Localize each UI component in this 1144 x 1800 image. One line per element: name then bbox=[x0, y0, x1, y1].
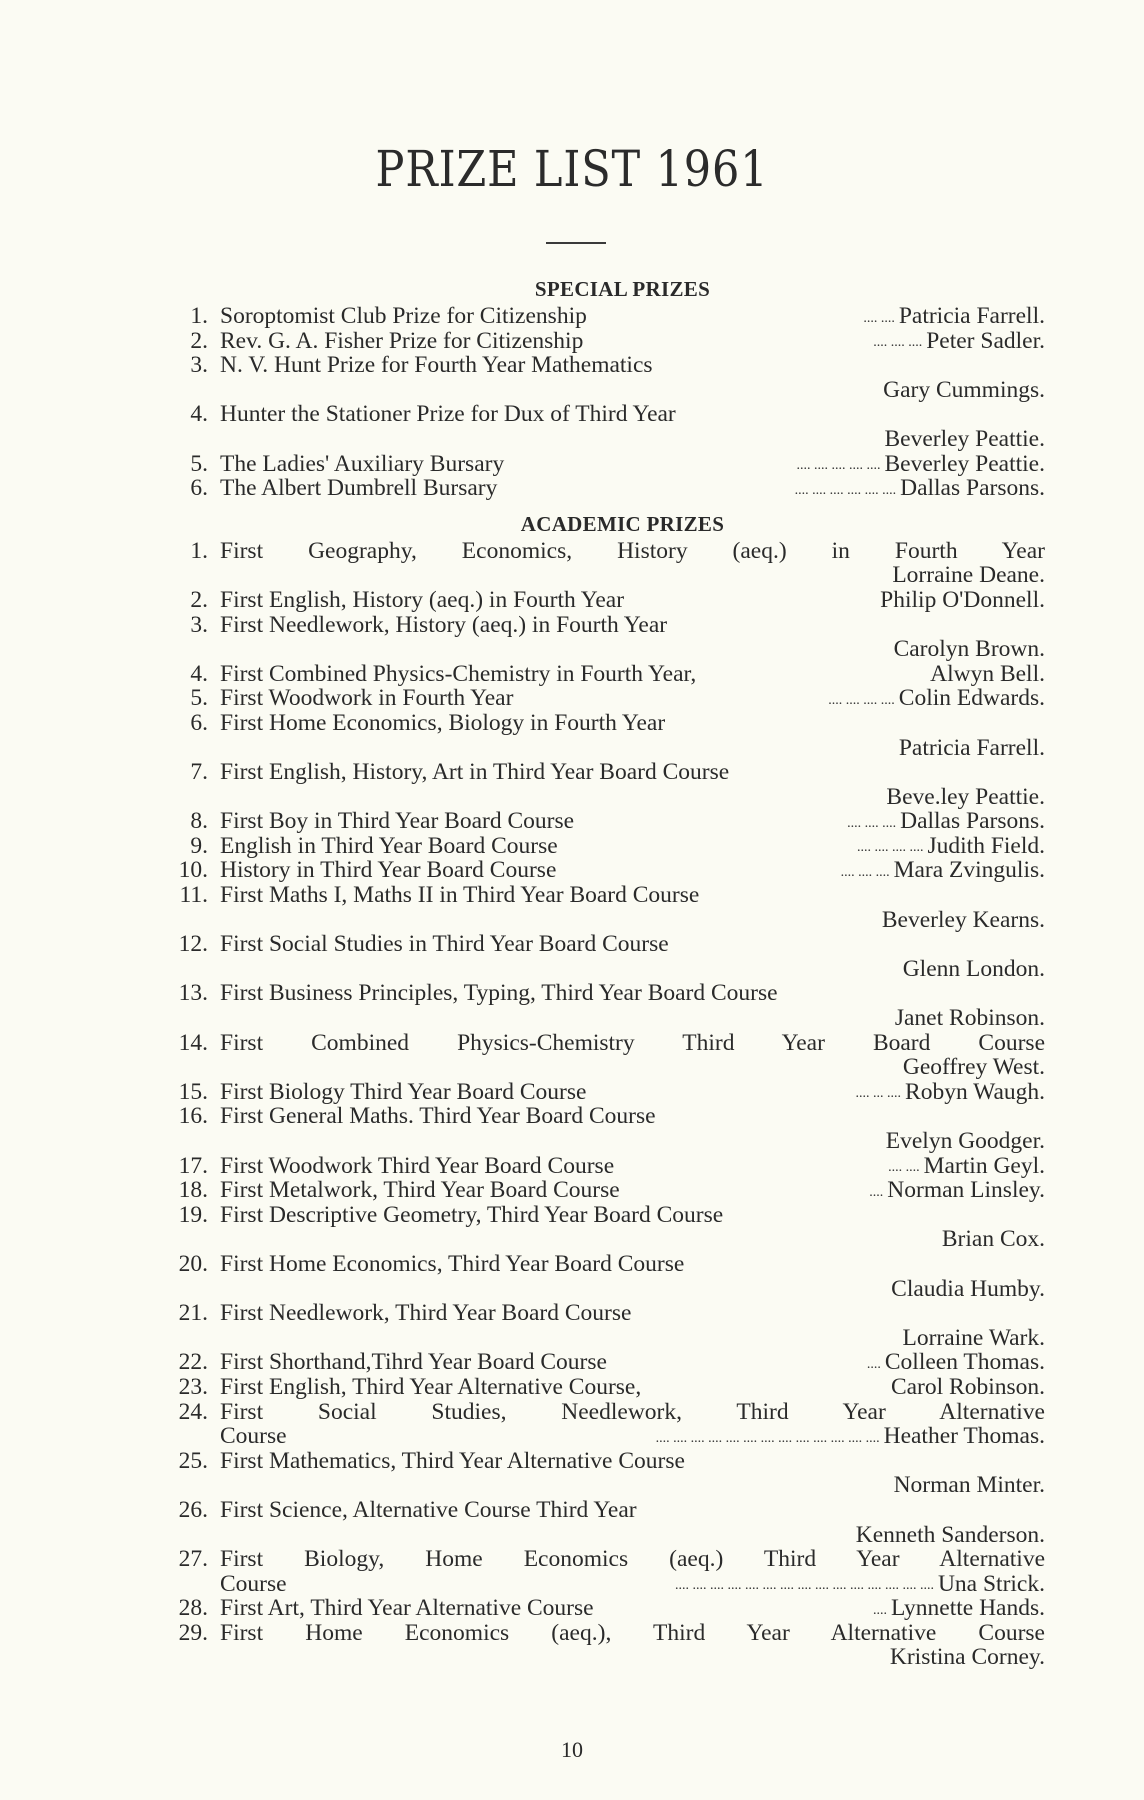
prize-name: English in Third Year Board Course bbox=[220, 832, 558, 859]
winner-name: Beve.ley Peattie. bbox=[886, 783, 1045, 810]
winner-name: Evelyn Goodger. bbox=[885, 1128, 1045, 1154]
entry-line bbox=[220, 353, 1045, 378]
entry-number: 2. bbox=[190, 586, 208, 613]
winner-name: Martin Geyl. bbox=[923, 1152, 1045, 1179]
prize-name: First Woodwork in Fourth Year bbox=[220, 685, 514, 712]
entry-number: 26. bbox=[178, 1496, 208, 1523]
entry-body bbox=[220, 539, 1045, 588]
entry-number: 3. bbox=[190, 611, 208, 638]
entry-line bbox=[220, 1473, 1045, 1498]
prize-entry bbox=[160, 1498, 1045, 1547]
prize-name: First English, Third Year Alternative Course, bbox=[220, 1373, 642, 1400]
entry-line bbox=[220, 1645, 1045, 1670]
prize-entry bbox=[160, 981, 1045, 1030]
entry-line bbox=[220, 1129, 1045, 1154]
winner-name: Kenneth Sanderson. bbox=[855, 1521, 1045, 1548]
prize-name: First Social Studies in Third Year Board Course bbox=[220, 931, 669, 958]
dot-leader: .... bbox=[872, 1602, 887, 1618]
prize-entry bbox=[160, 1400, 1045, 1449]
winner-name: Brian Cox. bbox=[941, 1226, 1045, 1253]
entry-number: 1. bbox=[190, 303, 208, 329]
prize-list bbox=[160, 276, 1045, 1670]
prize-name: First English, History, Art in Third Year Board Course bbox=[220, 759, 730, 786]
prize-name: History in Third Year Board Course bbox=[220, 857, 557, 884]
entry-line bbox=[220, 662, 1045, 687]
dot-leader: .... .... .... .... .... bbox=[796, 458, 881, 474]
entry-body bbox=[220, 1498, 1045, 1547]
dot-leader: .... .... bbox=[863, 310, 895, 326]
entry-body bbox=[220, 981, 1045, 1030]
prize-name: The Albert Dumbrell Bursary bbox=[220, 475, 498, 502]
entry-body bbox=[220, 1080, 1045, 1105]
dot-leader: .... .... .... .... bbox=[828, 692, 895, 708]
entry-line bbox=[220, 1080, 1045, 1105]
prize-entry bbox=[160, 1301, 1045, 1350]
winner-name: Norman Minter. bbox=[893, 1472, 1045, 1499]
winner-name: Peter Sadler. bbox=[926, 327, 1045, 354]
entry-number: 29. bbox=[178, 1619, 208, 1646]
entry-line bbox=[220, 711, 1045, 736]
winner-name: Geoffrey West. bbox=[902, 1054, 1045, 1081]
entry-body bbox=[220, 588, 1045, 613]
entry-number: 2. bbox=[190, 327, 208, 354]
winner-name: Janet Robinson. bbox=[894, 1005, 1045, 1032]
entry-line bbox=[220, 809, 1045, 834]
entry-body bbox=[220, 329, 1045, 354]
entry-line bbox=[220, 563, 1045, 588]
academic-prizes-heading: ACADEMIC PRIZES bbox=[520, 511, 725, 536]
winner-name: Colin Edwards. bbox=[898, 685, 1045, 712]
entry-line bbox=[220, 1104, 1045, 1129]
entry-line bbox=[220, 378, 1045, 403]
prize-entry bbox=[160, 809, 1045, 834]
entry-body bbox=[220, 686, 1045, 711]
entry-line bbox=[220, 1547, 1045, 1572]
prize-entry bbox=[160, 402, 1045, 451]
entry-body bbox=[220, 476, 1045, 501]
entry-line bbox=[220, 588, 1045, 613]
dot-leader: .... bbox=[869, 1184, 884, 1200]
entry-line bbox=[220, 686, 1045, 711]
entry-body bbox=[220, 1154, 1045, 1179]
entry-line bbox=[220, 736, 1045, 761]
entry-body bbox=[220, 834, 1045, 859]
entry-number: 22. bbox=[178, 1349, 208, 1376]
prize-entry bbox=[160, 1252, 1045, 1301]
entry-line bbox=[220, 1006, 1045, 1031]
entry-number: 1. bbox=[190, 537, 208, 564]
prize-name: First Home Economics, Biology in Fourth Year bbox=[220, 709, 666, 736]
prize-entry bbox=[160, 834, 1045, 859]
winner-name: Beverley Kearns. bbox=[881, 906, 1045, 933]
entry-line bbox=[220, 908, 1045, 933]
prize-name: First Metalwork, Third Year Board Course bbox=[220, 1177, 620, 1204]
entry-line bbox=[220, 1154, 1045, 1179]
winner-name: Patricia Farrell. bbox=[898, 303, 1045, 329]
winner-name: Beverley Peattie. bbox=[884, 450, 1045, 477]
prize-name-continuation: Course bbox=[220, 1570, 287, 1597]
entry-body bbox=[220, 1350, 1045, 1375]
winner-name: Colleen Thomas. bbox=[884, 1349, 1045, 1376]
prize-entry bbox=[160, 1596, 1045, 1621]
entry-body bbox=[220, 760, 1045, 809]
prize-name: First English, History (aeq.) in Fourth Year bbox=[220, 586, 625, 613]
prize-entry bbox=[160, 539, 1045, 588]
entry-body bbox=[220, 883, 1045, 932]
prize-entry bbox=[160, 1104, 1045, 1153]
prize-name: First General Maths. Third Year Board Course bbox=[220, 1103, 656, 1130]
entry-number: 4. bbox=[190, 401, 208, 428]
entry-body bbox=[220, 662, 1045, 687]
prize-name: Rev. G. A. Fisher Prize for Citizenship bbox=[220, 327, 584, 354]
dot-leader: .... .... .... bbox=[847, 815, 897, 831]
prize-name: First Descriptive Geometry, Third Year Board Course bbox=[220, 1201, 724, 1228]
entry-line bbox=[220, 1350, 1045, 1375]
entry-line bbox=[220, 1572, 1045, 1597]
winner-name: Claudia Humby. bbox=[891, 1275, 1045, 1302]
entry-line bbox=[220, 637, 1045, 662]
entry-number: 6. bbox=[190, 475, 208, 502]
winner-name: Alwyn Bell. bbox=[930, 660, 1045, 687]
entry-line bbox=[220, 1523, 1045, 1548]
winner-name: Heather Thomas. bbox=[883, 1423, 1045, 1450]
prize-entry bbox=[160, 613, 1045, 662]
entry-line bbox=[220, 1449, 1045, 1474]
winner-name: Gary Cummings. bbox=[883, 376, 1045, 403]
prize-entry bbox=[160, 883, 1045, 932]
prize-entry bbox=[160, 932, 1045, 981]
entry-body bbox=[220, 304, 1045, 329]
entry-body bbox=[220, 1203, 1045, 1252]
prize-name: First Needlework, History (aeq.) in Fourth Year bbox=[220, 611, 668, 638]
prize-name-continuation: Course bbox=[220, 1423, 287, 1450]
prize-name: First Geography, Economics, History (aeq.) in Fourth Year bbox=[220, 537, 1045, 564]
prize-entry bbox=[160, 588, 1045, 613]
prize-entry bbox=[160, 1375, 1045, 1400]
entry-number: 16. bbox=[178, 1103, 208, 1130]
entry-body bbox=[220, 932, 1045, 981]
entry-line bbox=[220, 452, 1045, 477]
entry-line bbox=[220, 981, 1045, 1006]
prize-name: First Biology Third Year Board Course bbox=[220, 1078, 587, 1105]
winner-name: Carolyn Brown. bbox=[893, 636, 1045, 663]
dot-leader: .... .... bbox=[888, 1160, 920, 1176]
entry-line bbox=[220, 1252, 1045, 1277]
entry-line bbox=[220, 1498, 1045, 1523]
entry-number: 6. bbox=[190, 709, 208, 736]
winner-name: Judith Field. bbox=[927, 832, 1045, 859]
prize-entry bbox=[160, 662, 1045, 687]
entry-line bbox=[220, 957, 1045, 982]
entry-number: 19. bbox=[178, 1201, 208, 1228]
winner-name: Patricia Farrell. bbox=[898, 734, 1045, 761]
winner-name: Lorraine Wark. bbox=[902, 1324, 1045, 1351]
prize-name: First Mathematics, Third Year Alternative Course bbox=[220, 1447, 685, 1474]
entry-body bbox=[220, 1547, 1045, 1596]
entry-line bbox=[220, 1326, 1045, 1351]
prize-name: Soroptomist Club Prize for Citizenship bbox=[220, 303, 587, 329]
prize-entry bbox=[160, 304, 1045, 329]
prize-entry bbox=[160, 686, 1045, 711]
entry-number: 24. bbox=[178, 1398, 208, 1425]
entry-number: 5. bbox=[190, 450, 208, 477]
entry-number: 7. bbox=[190, 759, 208, 786]
academic-prizes-list bbox=[160, 539, 1045, 1670]
prize-entry bbox=[160, 1080, 1045, 1105]
entry-line bbox=[220, 1031, 1045, 1056]
special-prizes-list bbox=[160, 304, 1045, 501]
entry-line bbox=[220, 760, 1045, 785]
winner-name: Dallas Parsons. bbox=[900, 808, 1045, 835]
prize-name: First Social Studies, Needlework, Third Year Alternative bbox=[220, 1398, 1045, 1425]
entry-body bbox=[220, 711, 1045, 760]
winner-name: Robyn Waugh. bbox=[905, 1078, 1045, 1105]
entry-body bbox=[220, 1104, 1045, 1153]
entry-number: 5. bbox=[190, 685, 208, 712]
prize-entry bbox=[160, 1178, 1045, 1203]
prize-name: First Business Principles, Typing, Third Year Board Course bbox=[220, 980, 778, 1007]
dot-leader: .... .... .... .... bbox=[856, 840, 924, 856]
prize-name: Hunter the Stationer Prize for Dux of Third Year bbox=[220, 401, 676, 428]
prize-entry bbox=[160, 452, 1045, 477]
entry-number: 13. bbox=[178, 980, 208, 1007]
dot-leader: .... .... .... .... .... .... .... .... .... .... .... .... .... .... .... bbox=[674, 1578, 934, 1594]
prize-entry bbox=[160, 1449, 1045, 1498]
entry-body bbox=[220, 1449, 1045, 1498]
entry-line bbox=[220, 329, 1045, 354]
entry-number: 8. bbox=[190, 808, 208, 835]
prize-name: First Art, Third Year Alternative Course bbox=[220, 1595, 594, 1622]
winner-name: Beverley Peattie. bbox=[884, 425, 1045, 452]
entry-line bbox=[220, 1203, 1045, 1228]
entry-line bbox=[220, 304, 1045, 329]
entry-line bbox=[220, 834, 1045, 859]
entry-number: 15. bbox=[178, 1078, 208, 1105]
dot-leader: .... bbox=[866, 1356, 881, 1372]
entry-body bbox=[220, 1596, 1045, 1621]
entry-line bbox=[220, 883, 1045, 908]
prize-entry bbox=[160, 1350, 1045, 1375]
winner-name: Carol Robinson. bbox=[890, 1373, 1045, 1400]
prize-name: First Maths I, Maths II in Third Year Board Course bbox=[220, 882, 700, 909]
prize-name: The Ladies' Auxiliary Bursary bbox=[220, 450, 505, 477]
entry-line bbox=[220, 1055, 1045, 1080]
entry-number: 9. bbox=[190, 832, 208, 859]
dot-leader: .... ... .... bbox=[855, 1086, 902, 1102]
entry-line bbox=[220, 932, 1045, 957]
entry-number: 28. bbox=[178, 1595, 208, 1622]
entry-number: 14. bbox=[178, 1029, 208, 1056]
entry-line bbox=[220, 1178, 1045, 1203]
prize-entry bbox=[160, 711, 1045, 760]
prize-name: First Woodwork Third Year Board Course bbox=[220, 1152, 615, 1179]
prize-name: N. V. Hunt Prize for Fourth Year Mathematics bbox=[220, 352, 653, 379]
entry-line bbox=[220, 402, 1045, 427]
entry-line bbox=[220, 858, 1045, 883]
special-prizes-heading: SPECIAL PRIZES bbox=[534, 277, 711, 301]
prize-name: First Home Economics, Third Year Board Course bbox=[220, 1250, 685, 1277]
entry-body bbox=[220, 613, 1045, 662]
winner-name: Lorraine Deane. bbox=[892, 562, 1045, 589]
dot-leader: .... .... .... bbox=[840, 865, 890, 881]
entry-body bbox=[220, 1400, 1045, 1449]
entry-line bbox=[220, 1424, 1045, 1449]
prize-entry bbox=[160, 476, 1045, 501]
prize-entry bbox=[160, 1203, 1045, 1252]
entry-line bbox=[220, 476, 1045, 501]
entry-body bbox=[220, 1621, 1045, 1670]
entry-line bbox=[220, 1621, 1045, 1646]
entry-body bbox=[220, 452, 1045, 477]
title-divider bbox=[546, 242, 606, 244]
prize-name: First Home Economics (aeq.), Third Year Alternative Course bbox=[220, 1619, 1045, 1646]
winner-name: Kristina Corney. bbox=[889, 1644, 1045, 1671]
dot-leader: .... .... .... .... .... .... .... .... .... .... .... .... .... bbox=[655, 1430, 880, 1446]
entry-line bbox=[220, 613, 1045, 638]
page-number: 10 bbox=[561, 1737, 583, 1762]
prize-entry bbox=[160, 1547, 1045, 1596]
entry-body bbox=[220, 1301, 1045, 1350]
prize-name: First Shorthand,Tihrd Year Board Course bbox=[220, 1349, 607, 1376]
winner-name: Lynnette Hands. bbox=[890, 1595, 1045, 1622]
winner-name: Una Strick. bbox=[937, 1570, 1045, 1597]
entry-number: 23. bbox=[178, 1373, 208, 1400]
prize-name: First Needlework, Third Year Board Course bbox=[220, 1300, 632, 1327]
entry-number: 20. bbox=[178, 1250, 208, 1277]
prize-name: First Combined Physics-Chemistry Third Year Board Course bbox=[220, 1029, 1045, 1056]
prize-name: First Combined Physics-Chemistry in Fourth Year, bbox=[220, 660, 697, 687]
dot-leader: .... .... .... bbox=[873, 335, 923, 351]
entry-body bbox=[220, 353, 1045, 402]
entry-line bbox=[220, 1375, 1045, 1400]
prize-entry bbox=[160, 353, 1045, 402]
prize-name: First Biology, Home Economics (aeq.) Third Year Alternative bbox=[220, 1546, 1045, 1573]
entry-body bbox=[220, 1252, 1045, 1301]
prize-name: First Boy in Third Year Board Course bbox=[220, 808, 575, 835]
winner-name: Norman Linsley. bbox=[887, 1177, 1045, 1204]
entry-body bbox=[220, 402, 1045, 451]
winner-name: Philip O'Donnell. bbox=[880, 586, 1045, 613]
entry-line bbox=[220, 1400, 1045, 1425]
entry-number: 17. bbox=[178, 1152, 208, 1179]
prize-entry bbox=[160, 1031, 1045, 1080]
entry-number: 4. bbox=[190, 660, 208, 687]
entry-body bbox=[220, 1031, 1045, 1080]
winner-name: Dallas Parsons. bbox=[900, 475, 1045, 502]
entry-body bbox=[220, 1178, 1045, 1203]
winner-name: Glenn London. bbox=[902, 955, 1045, 982]
prize-name: First Science, Alternative Course Third Year bbox=[220, 1496, 637, 1523]
entry-line bbox=[220, 785, 1045, 810]
entry-line bbox=[220, 1227, 1045, 1252]
entry-number: 21. bbox=[178, 1300, 208, 1327]
entry-line bbox=[220, 427, 1045, 452]
prize-entry bbox=[160, 1621, 1045, 1670]
entry-number: 11. bbox=[179, 882, 208, 909]
prize-entry bbox=[160, 1154, 1045, 1179]
prize-entry bbox=[160, 858, 1045, 883]
entry-line bbox=[220, 1277, 1045, 1302]
page-title: PRIZE LIST 1961 bbox=[375, 140, 769, 198]
entry-number: 18. bbox=[178, 1177, 208, 1204]
entry-body bbox=[220, 809, 1045, 834]
entry-number: 27. bbox=[178, 1546, 208, 1573]
entry-body bbox=[220, 1375, 1045, 1400]
dot-leader: .... .... .... .... .... .... bbox=[794, 482, 897, 498]
entry-number: 25. bbox=[178, 1447, 208, 1474]
entry-line bbox=[220, 1301, 1045, 1326]
entry-number: 3. bbox=[190, 352, 208, 379]
entry-body bbox=[220, 858, 1045, 883]
prize-entry bbox=[160, 760, 1045, 809]
entry-line bbox=[220, 539, 1045, 564]
entry-number: 10. bbox=[178, 857, 208, 884]
prize-entry bbox=[160, 329, 1045, 354]
entry-line bbox=[220, 1596, 1045, 1621]
winner-name: Mara Zvingulis. bbox=[893, 857, 1045, 884]
entry-number: 12. bbox=[178, 931, 208, 958]
